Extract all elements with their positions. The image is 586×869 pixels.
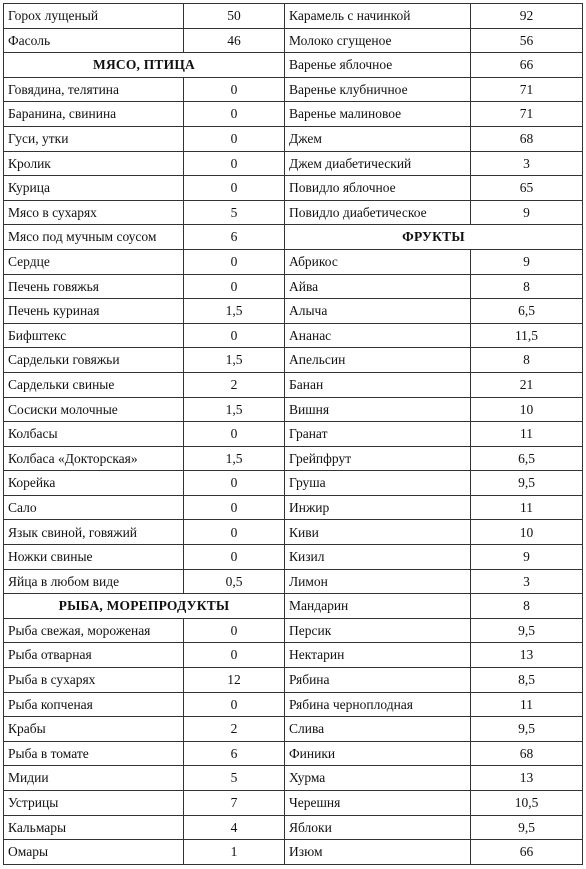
value-cell: 3 [471, 569, 583, 594]
table-row [4, 495, 583, 520]
value-cell: 8 [471, 594, 583, 619]
table-row [4, 815, 583, 840]
product-name-cell: Рыба свежая, мороженая [4, 618, 184, 643]
table-row [4, 397, 583, 422]
product-name-cell: Кизил [285, 545, 471, 570]
value-cell: 11 [471, 495, 583, 520]
value-cell: 0 [184, 618, 285, 643]
value-cell: 65 [471, 176, 583, 201]
value-cell: 1,5 [184, 299, 285, 324]
product-name-cell: Ананас [285, 323, 471, 348]
product-name-cell: Лимон [285, 569, 471, 594]
product-name-cell: Устрицы [4, 791, 184, 816]
product-name-cell: Рыба в томате [4, 741, 184, 766]
value-cell: 66 [471, 840, 583, 865]
value-cell: 1 [184, 840, 285, 865]
table-row [4, 299, 583, 324]
product-name-cell: Изюм [285, 840, 471, 865]
table-row [4, 741, 583, 766]
table-row [4, 545, 583, 570]
table-row [4, 28, 583, 53]
product-name-cell: Алыча [285, 299, 471, 324]
value-cell: 0 [184, 102, 285, 127]
value-cell: 9,5 [471, 815, 583, 840]
product-name-cell: Молоко сгущеное [285, 28, 471, 53]
value-cell: 68 [471, 126, 583, 151]
product-name-cell: Сардельки говяжьи [4, 348, 184, 373]
product-name-cell: Рыба копченая [4, 692, 184, 717]
value-cell: 0 [184, 422, 285, 447]
value-cell: 2 [184, 717, 285, 742]
table-row [4, 249, 583, 274]
product-name-cell: Варенье клубничное [285, 77, 471, 102]
value-cell: 9,5 [471, 717, 583, 742]
product-name-cell: Повидло яблочное [285, 176, 471, 201]
value-cell: 0 [184, 471, 285, 496]
value-cell: 71 [471, 77, 583, 102]
table-row [4, 594, 583, 619]
value-cell: 10,5 [471, 791, 583, 816]
table-row [4, 126, 583, 151]
product-name-cell: Колбасы [4, 422, 184, 447]
value-cell: 11 [471, 422, 583, 447]
product-name-cell: Корейка [4, 471, 184, 496]
value-cell: 0 [184, 520, 285, 545]
product-name-cell: Сало [4, 495, 184, 520]
value-cell: 0 [184, 545, 285, 570]
table-row [4, 471, 583, 496]
product-name-cell: Горох лущеный [4, 4, 184, 29]
product-name-cell: Мидии [4, 766, 184, 791]
table-row [4, 692, 583, 717]
product-name-cell: Апельсин [285, 348, 471, 373]
value-cell: 71 [471, 102, 583, 127]
table-row [4, 323, 583, 348]
product-name-cell: Повидло диабетическое [285, 200, 471, 225]
product-name-cell: Карамель с начинкой [285, 4, 471, 29]
value-cell: 4 [184, 815, 285, 840]
product-name-cell: Абрикос [285, 249, 471, 274]
product-name-cell: Джем диабетический [285, 151, 471, 176]
product-name-cell: Рябина черноплодная [285, 692, 471, 717]
value-cell: 9 [471, 545, 583, 570]
value-cell: 21 [471, 372, 583, 397]
product-name-cell: Киви [285, 520, 471, 545]
product-name-cell: Черешня [285, 791, 471, 816]
product-name-cell: Мандарин [285, 594, 471, 619]
product-name-cell: Айва [285, 274, 471, 299]
product-name-cell: Вишня [285, 397, 471, 422]
value-cell: 6 [184, 741, 285, 766]
product-name-cell: Язык свиной, говяжий [4, 520, 184, 545]
product-name-cell: Финики [285, 741, 471, 766]
value-cell: 0 [184, 692, 285, 717]
product-name-cell: Баранина, свинина [4, 102, 184, 127]
table-row [4, 422, 583, 447]
product-name-cell: Варенье яблочное [285, 53, 471, 78]
value-cell: 8 [471, 274, 583, 299]
value-cell: 5 [184, 200, 285, 225]
section-header: РЫБА, МОРЕПРОДУКТЫ [4, 594, 285, 619]
product-name-cell: Кальмары [4, 815, 184, 840]
product-name-cell: Печень говяжья [4, 274, 184, 299]
product-name-cell: Рыба отварная [4, 643, 184, 668]
table-row [4, 520, 583, 545]
value-cell: 6,5 [471, 299, 583, 324]
value-cell: 3 [471, 151, 583, 176]
value-cell: 0 [184, 77, 285, 102]
product-name-cell: Курица [4, 176, 184, 201]
product-name-cell: Грейпфрут [285, 446, 471, 471]
table-row [4, 274, 583, 299]
product-name-cell: Банан [285, 372, 471, 397]
value-cell: 6 [184, 225, 285, 250]
value-cell: 8 [471, 348, 583, 373]
table-row [4, 4, 583, 29]
value-cell: 9 [471, 249, 583, 274]
table-row [4, 225, 583, 250]
section-header: МЯСО, ПТИЦА [4, 53, 285, 78]
product-name-cell: Сосиски молочные [4, 397, 184, 422]
product-name-cell: Сардельки свиные [4, 372, 184, 397]
value-cell: 0 [184, 274, 285, 299]
value-cell: 68 [471, 741, 583, 766]
section-header: ФРУКТЫ [285, 225, 583, 250]
value-cell: 13 [471, 766, 583, 791]
value-cell: 50 [184, 4, 285, 29]
table-row [4, 717, 583, 742]
table-row [4, 348, 583, 373]
value-cell: 5 [184, 766, 285, 791]
table-row [4, 77, 583, 102]
value-cell: 0 [184, 323, 285, 348]
value-cell: 1,5 [184, 446, 285, 471]
value-cell: 12 [184, 668, 285, 693]
product-name-cell: Сердце [4, 249, 184, 274]
product-name-cell: Слива [285, 717, 471, 742]
table-row [4, 200, 583, 225]
product-name-cell: Мясо под мучным соусом [4, 225, 184, 250]
product-name-cell: Яйца в любом виде [4, 569, 184, 594]
table-row [4, 176, 583, 201]
value-cell: 0 [184, 643, 285, 668]
product-name-cell: Фасоль [4, 28, 184, 53]
product-name-cell: Гуси, утки [4, 126, 184, 151]
value-cell: 2 [184, 372, 285, 397]
value-cell: 0,5 [184, 569, 285, 594]
value-cell: 9,5 [471, 618, 583, 643]
value-cell: 1,5 [184, 397, 285, 422]
product-name-cell: Инжир [285, 495, 471, 520]
table-row [4, 766, 583, 791]
value-cell: 66 [471, 53, 583, 78]
table-row [4, 569, 583, 594]
product-name-cell: Яблоки [285, 815, 471, 840]
value-cell: 10 [471, 397, 583, 422]
product-name-cell: Хурма [285, 766, 471, 791]
product-name-cell: Говядина, телятина [4, 77, 184, 102]
table-row [4, 151, 583, 176]
product-name-cell: Ножки свиные [4, 545, 184, 570]
value-cell: 0 [184, 151, 285, 176]
product-name-cell: Варенье малиновое [285, 102, 471, 127]
value-cell: 0 [184, 176, 285, 201]
carbohydrate-table [3, 3, 583, 865]
table-row [4, 791, 583, 816]
value-cell: 0 [184, 249, 285, 274]
product-name-cell: Крабы [4, 717, 184, 742]
table-row [4, 53, 583, 78]
product-name-cell: Омары [4, 840, 184, 865]
value-cell: 8,5 [471, 668, 583, 693]
product-name-cell: Персик [285, 618, 471, 643]
product-name-cell: Мясо в сухарях [4, 200, 184, 225]
value-cell: 11,5 [471, 323, 583, 348]
value-cell: 9,5 [471, 471, 583, 496]
product-name-cell: Груша [285, 471, 471, 496]
value-cell: 56 [471, 28, 583, 53]
value-cell: 1,5 [184, 348, 285, 373]
value-cell: 6,5 [471, 446, 583, 471]
table-row [4, 446, 583, 471]
product-name-cell: Джем [285, 126, 471, 151]
table-row [4, 372, 583, 397]
table-row [4, 840, 583, 865]
product-name-cell: Бифштекс [4, 323, 184, 348]
table-row [4, 668, 583, 693]
table-row [4, 102, 583, 127]
value-cell: 11 [471, 692, 583, 717]
value-cell: 0 [184, 126, 285, 151]
table-body [4, 4, 583, 865]
product-name-cell: Нектарин [285, 643, 471, 668]
value-cell: 7 [184, 791, 285, 816]
table-row [4, 618, 583, 643]
value-cell: 46 [184, 28, 285, 53]
product-name-cell: Печень куриная [4, 299, 184, 324]
value-cell: 10 [471, 520, 583, 545]
value-cell: 13 [471, 643, 583, 668]
product-name-cell: Рябина [285, 668, 471, 693]
product-name-cell: Кролик [4, 151, 184, 176]
value-cell: 9 [471, 200, 583, 225]
product-name-cell: Колбаса «Докторская» [4, 446, 184, 471]
table-row [4, 643, 583, 668]
product-name-cell: Гранат [285, 422, 471, 447]
value-cell: 92 [471, 4, 583, 29]
value-cell: 0 [184, 495, 285, 520]
product-name-cell: Рыба в сухарях [4, 668, 184, 693]
